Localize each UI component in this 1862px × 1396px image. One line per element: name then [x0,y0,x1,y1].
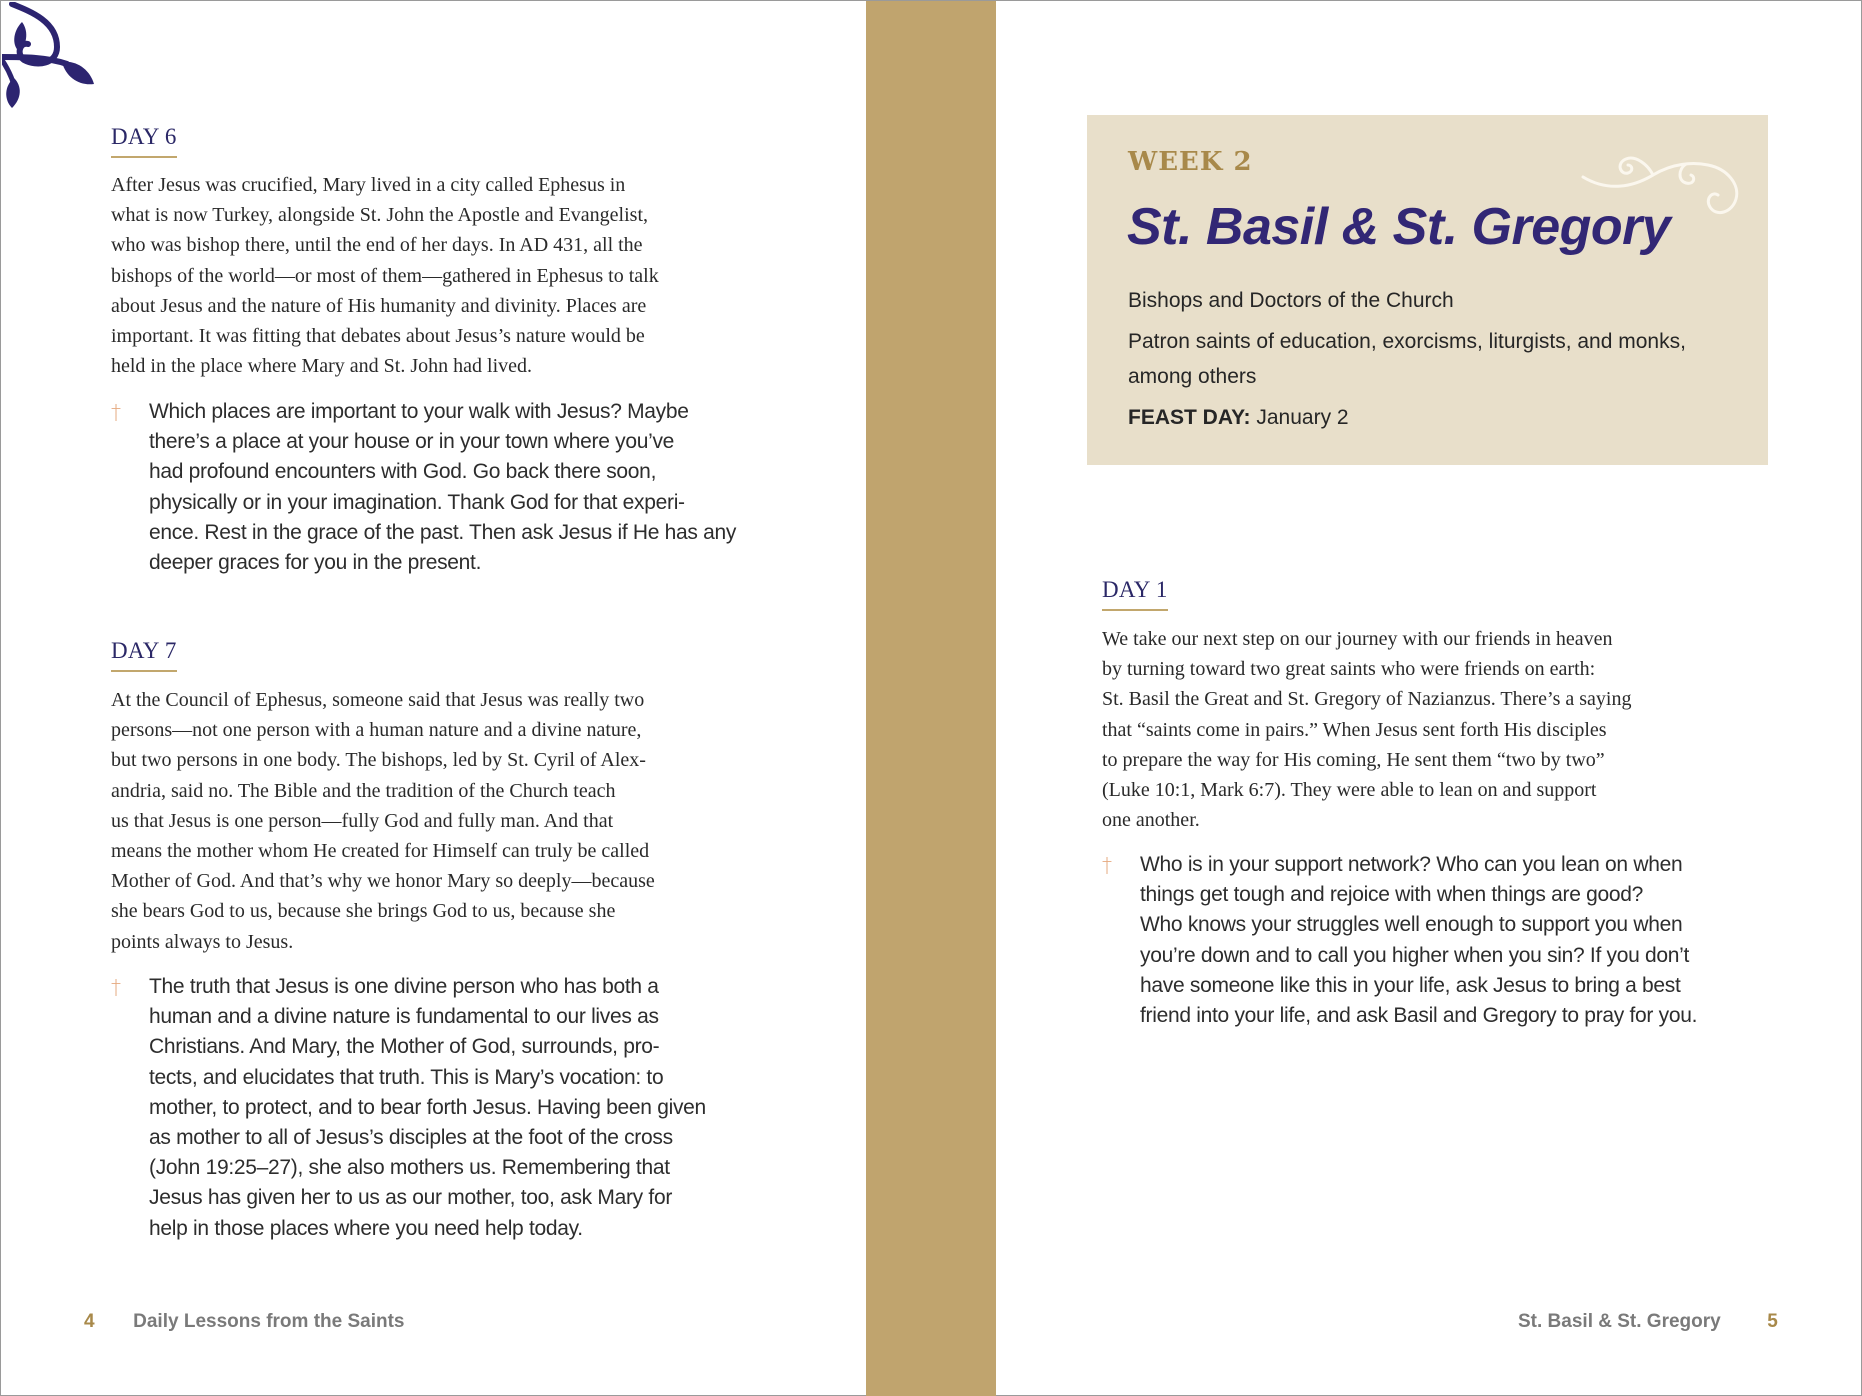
patron-text [1128,324,1686,394]
reflection-line: as mother to all of Jesus’s disciples at the foot of the cross [149,1126,673,1150]
running-title: St. Basil & St. Gregory [1518,1311,1721,1332]
reflection-line: there’s a place at your house or in your town where you’ve [149,430,675,454]
feast-day-label: FEAST DAY: [1128,406,1251,429]
cross-bullet-icon: † [111,400,121,424]
reflection-line: you’re down and to call you higher when you sin? If you don’t [1140,943,1690,967]
body-line: about Jesus and the nature of His humanity and divinity. Places are [111,294,647,317]
reflection-line: Who is in your support network? Who can you lean on when [1140,853,1683,876]
reflection-line: tects, and elucidates that truth. This is Mary’s vocation: to [149,1065,664,1089]
reflection-line: Which places are important to your walk with Jesus? Maybe [149,400,689,423]
body-line: We take our next step on our journey with our friends in heaven [1102,628,1613,650]
reflection-line: Jesus has given her to us as our mother, too, ask Mary for [149,1186,673,1210]
body-line: St. Basil the Great and St. Gregory of Nazianzus. There’s a saying [1102,688,1632,711]
body-line: held in the place where Mary and St. John had lived. [111,355,532,378]
week-header-box [1087,115,1768,465]
day-1-body [1102,624,1632,835]
body-line: andria, said no. The Bible and the tradition of the Church teach [111,779,616,802]
reflection-line: Christians. And Mary, the Mother of God, surrounds, pro- [149,1035,660,1059]
saint-title: St. Basil & St. Gregory [1127,198,1671,256]
page-number: 4 [84,1311,95,1332]
body-line: Mother of God. And that’s why we honor Mary so deeply—because [111,870,655,893]
right-footer [1518,1311,1778,1333]
day-7-heading: DAY 7 [111,638,177,668]
patron-line: Patron saints of education, exorcisms, liturgists, and monks, [1128,330,1686,353]
reflection-line: have someone like this in your life, ask Jesus to bring a best [1140,973,1681,997]
body-line: who was bishop there, until the end of her days. In AD 431, all the [111,234,643,257]
body-line: one another. [1102,809,1200,832]
body-line: means the mother whom He created for Himself can truly be called [111,840,650,863]
reflection-line: things get tough and rejoice with when things are good? [1140,883,1644,907]
running-title: Daily Lessons from the Saints [133,1311,405,1332]
feast-day [1128,400,1349,435]
body-line: what is now Turkey, alongside St. John the Apostle and Evangelist, [111,204,649,227]
body-line: After Jesus was crucified, Mary lived in a city called Ephesus in [111,174,626,196]
reflection-line: friend into your life, and ask Basil and Gregory to pray for you. [1140,1004,1698,1028]
patron-line: among others [1128,365,1257,388]
reflection-line: The truth that Jesus is one divine person who has both a [149,975,659,998]
day-1-reflection [1102,850,1698,1031]
feast-day-value: January 2 [1256,406,1349,429]
week-label: WEEK 2 [1128,147,1253,177]
day-6-reflection [111,397,737,578]
body-line: At the Council of Ephesus, someone said that Jesus was really two [111,689,645,711]
body-line: us that Jesus is one person—fully God and fully man. And that [111,809,614,832]
book-gutter [866,1,996,1396]
day-6-heading: DAY 6 [111,124,177,154]
body-line: by turning toward two great saints who were friends on earth: [1102,658,1596,681]
body-line: bishops of the world—or most of them—gathered in Ephesus to talk [111,264,659,287]
vine-ornament-icon [2,2,96,112]
body-line: that “saints come in pairs.” When Jesus sent forth His disciples [1102,718,1607,741]
reflection-line: Who knows your struggles well enough to support you when [1140,913,1683,937]
reflection-line: ence. Rest in the grace of the past. Then ask Jesus if He has any [149,520,737,544]
day-7-reflection [111,972,706,1244]
left-page [0,0,865,1396]
left-footer [84,1311,405,1333]
body-line: (Luke 10:1, Mark 6:7). They were able to lean on and support [1102,779,1597,802]
reflection-line: physically or in your imagination. Thank God for that experi- [149,490,685,514]
body-line: to prepare the way for His coming, He sent them “two by two” [1102,748,1605,771]
reflection-line: human and a divine nature is fundamental to our lives as [149,1005,659,1029]
body-line: important. It was fitting that debates about Jesus’s nature would be [111,325,645,348]
reflection-line: (John 19:25–27), she also mothers us. Remembering that [149,1156,670,1180]
body-line: points always to Jesus. [111,930,294,953]
day-6-body [111,170,659,381]
body-line: persons—not one person with a human nature and a divine nature, [111,719,642,742]
body-line: but two persons in one body. The bishops, led by St. Cyril of Alex- [111,749,646,772]
cross-bullet-icon: † [111,975,121,999]
reflection-line: deeper graces for you in the present. [149,551,482,575]
day-1-heading: DAY 1 [1102,577,1168,607]
cross-bullet-icon: † [1102,853,1112,877]
day-7-body [111,685,655,957]
reflection-line: help in those places where you need help today. [149,1216,583,1240]
body-line: she bears God to us, because she brings God to us, because she [111,900,616,923]
saint-subtitle: Bishops and Doctors of the Church [1128,289,1454,312]
page-number: 5 [1767,1311,1778,1332]
reflection-line: had profound encounters with God. Go back there soon, [149,460,657,484]
reflection-line: mother, to protect, and to bear forth Jesus. Having been given [149,1095,706,1119]
